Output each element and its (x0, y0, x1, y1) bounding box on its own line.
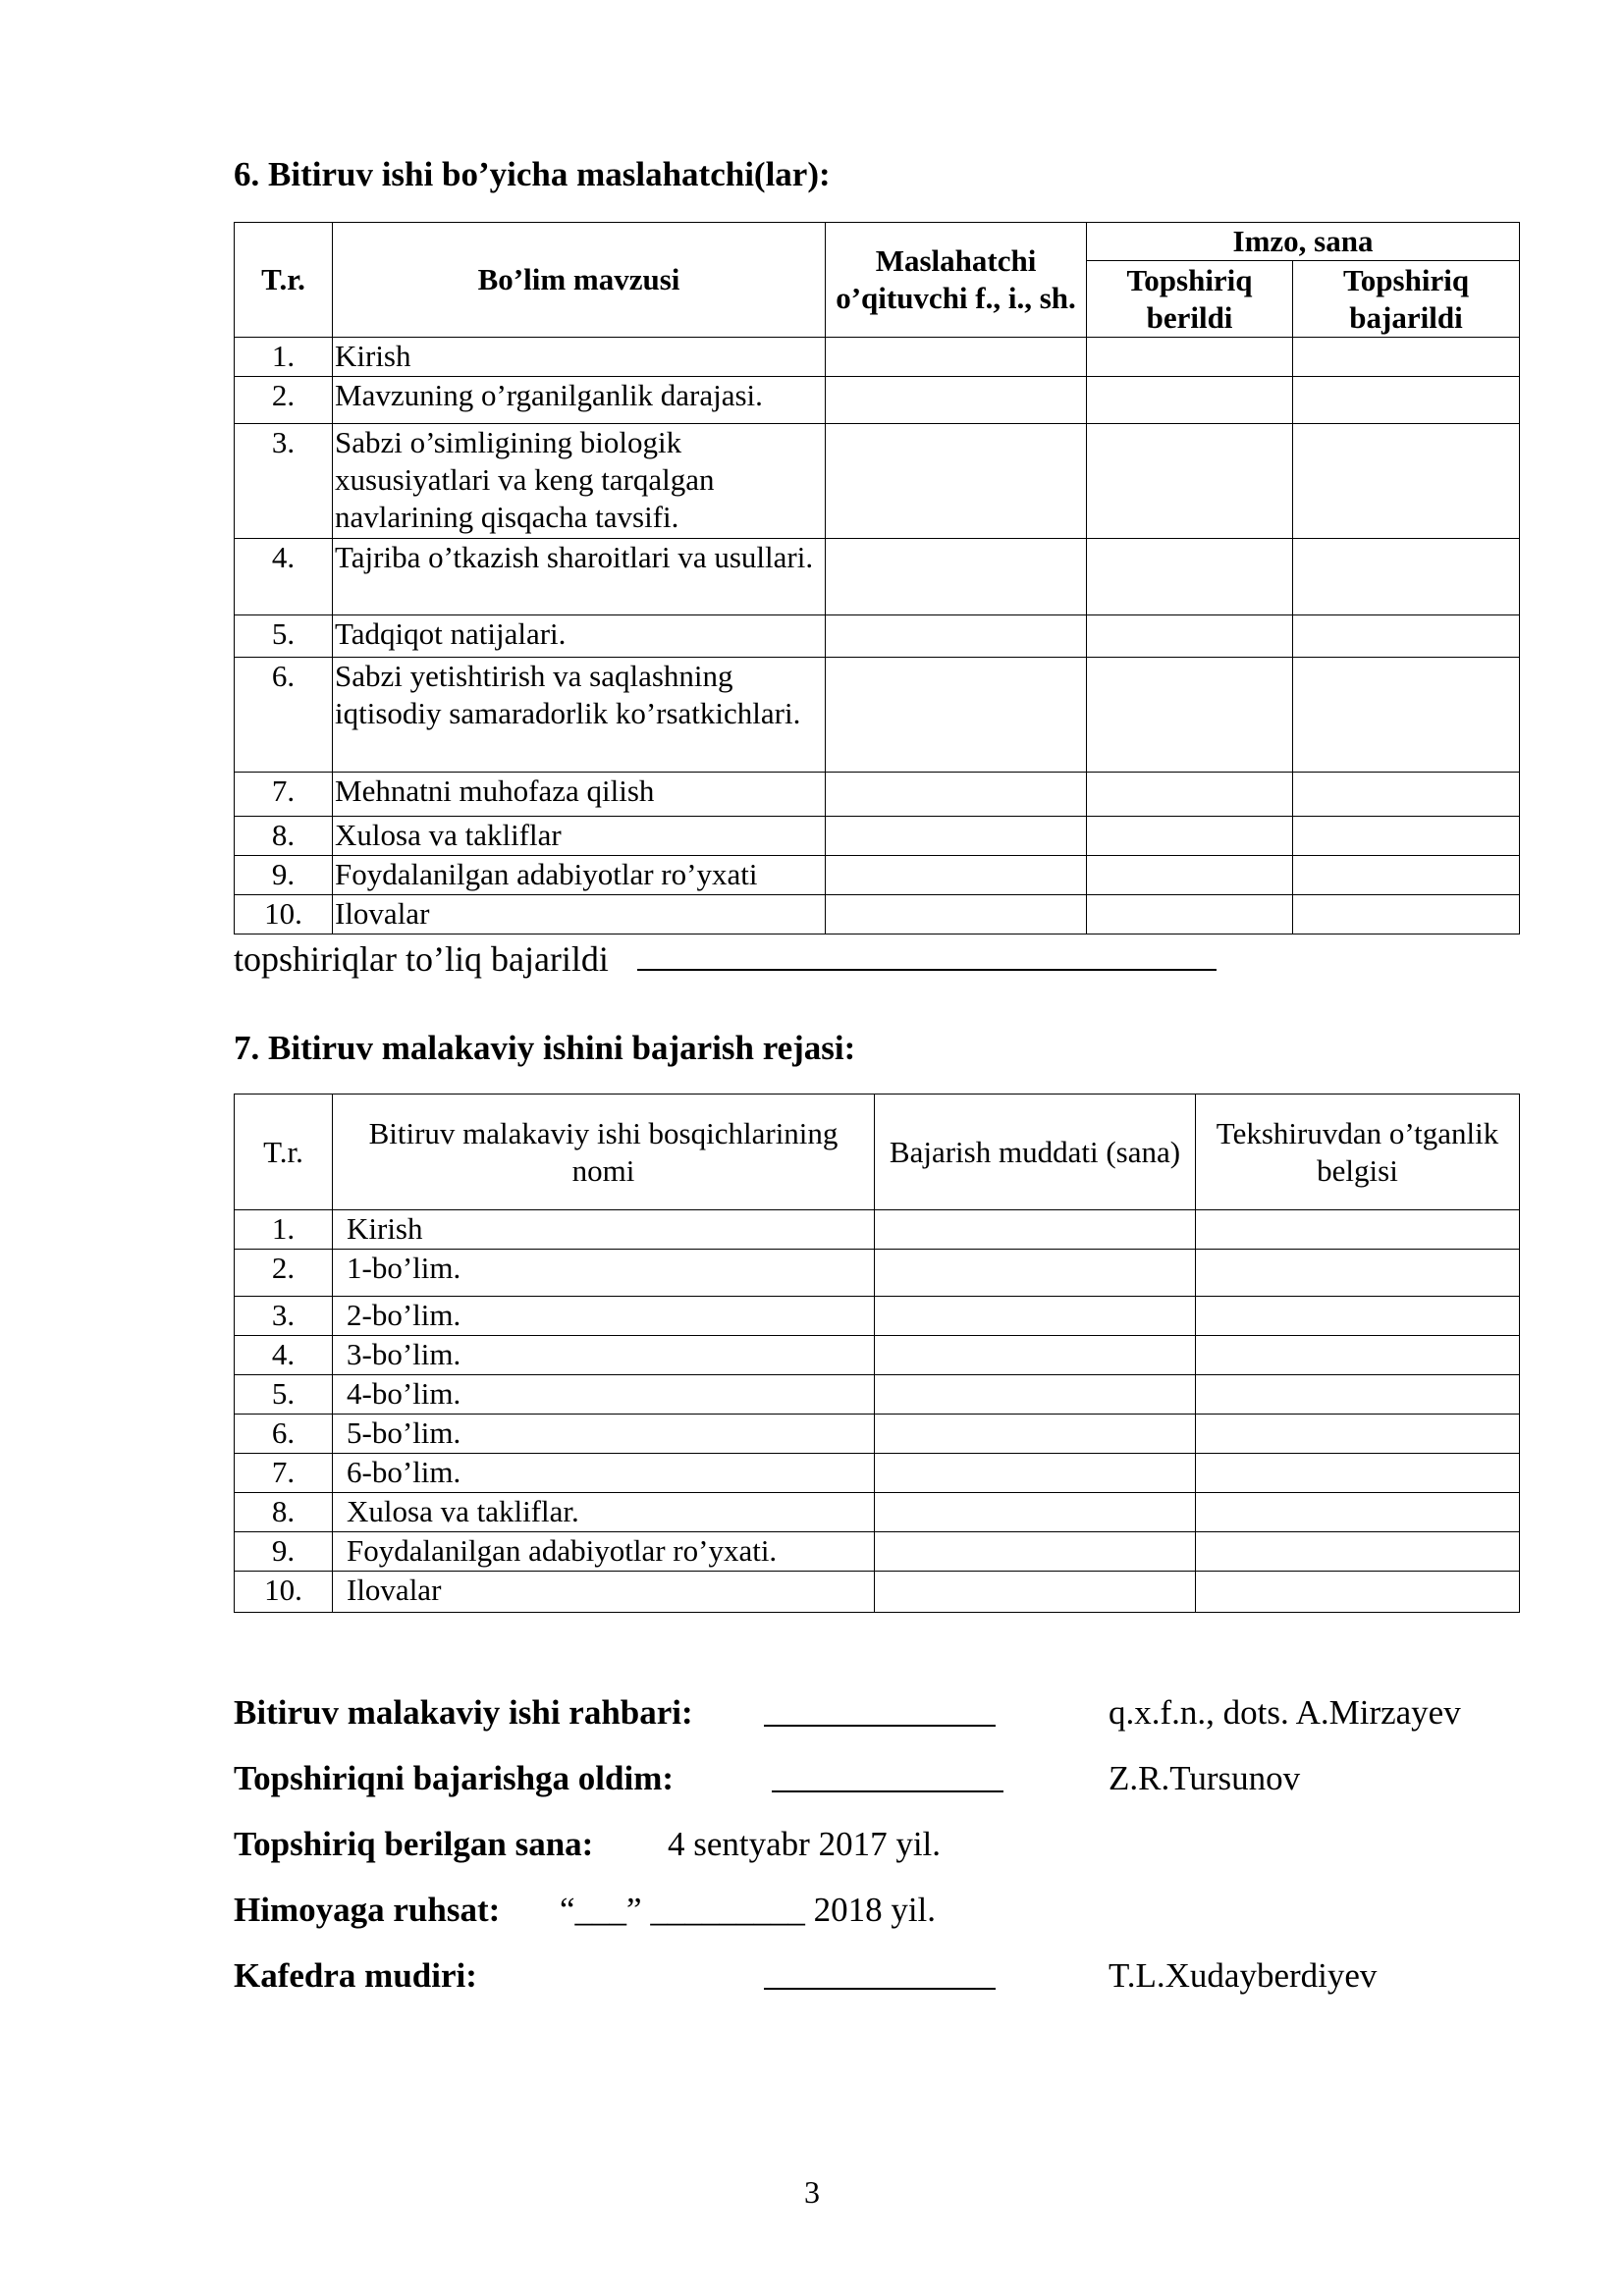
deadline-cell[interactable] (875, 1336, 1196, 1375)
deadline-cell[interactable] (875, 1572, 1196, 1613)
header-signature-date: Imzo, sana (1087, 223, 1520, 261)
header-deadline: Bajarish muddati (sana) (875, 1095, 1196, 1210)
row-number: 1. (235, 1210, 333, 1250)
row-number: 6. (235, 1415, 333, 1454)
done-signature-cell[interactable] (1293, 773, 1520, 817)
table-row (235, 1336, 1520, 1375)
header-consultant: Maslahatchi o’qituvchi f., i., sh. (826, 223, 1087, 338)
row-number: 7. (235, 1454, 333, 1493)
supervisor-signature-line[interactable] (764, 1725, 996, 1727)
supervisor-signature-row (234, 1693, 1510, 1736)
deadline-cell[interactable] (875, 1454, 1196, 1493)
given-signature-cell[interactable] (1087, 773, 1293, 817)
row-stage: Kirish (333, 1210, 875, 1250)
check-cell[interactable] (1196, 1454, 1520, 1493)
issue-date-label: Topshiriq berilgan sana: (234, 1825, 594, 1863)
given-signature-cell[interactable] (1087, 658, 1293, 773)
given-signature-cell[interactable] (1087, 338, 1293, 377)
accepted-signature-line[interactable] (772, 1790, 1003, 1792)
header-tr: T.r. (235, 1095, 333, 1210)
deadline-cell[interactable] (875, 1532, 1196, 1572)
row-number: 8. (235, 1493, 333, 1532)
deadline-cell[interactable] (875, 1493, 1196, 1532)
table-row (235, 895, 1520, 934)
table-row (235, 377, 1520, 424)
check-cell[interactable] (1196, 1297, 1520, 1336)
row-number: 5. (235, 1375, 333, 1415)
done-signature-cell[interactable] (1293, 856, 1520, 895)
done-signature-cell[interactable] (1293, 658, 1520, 773)
consultant-cell[interactable] (826, 817, 1087, 856)
table-row (235, 424, 1520, 539)
table-row (235, 338, 1520, 377)
header-topic: Bo’lim mavzusi (333, 223, 826, 338)
accepted-name: Z.R.Tursunov (1109, 1759, 1301, 1797)
deadline-cell[interactable] (875, 1375, 1196, 1415)
supervisor-name: q.x.f.n., dots. A.Mirzayev (1109, 1693, 1461, 1732)
table-row (235, 1210, 1520, 1250)
check-cell[interactable] (1196, 1532, 1520, 1572)
given-signature-cell[interactable] (1087, 424, 1293, 539)
given-signature-cell[interactable] (1087, 377, 1293, 424)
given-signature-cell[interactable] (1087, 615, 1293, 658)
row-topic: Sabzi yetishtirish va saqlashning iqtisodiy samaradorlik ko’rsatkichlari. (333, 658, 826, 773)
done-signature-cell[interactable] (1293, 895, 1520, 934)
table-row (235, 1250, 1520, 1297)
table-row (235, 615, 1520, 658)
check-cell[interactable] (1196, 1336, 1520, 1375)
completion-signature-line[interactable] (637, 939, 1217, 971)
consultant-cell[interactable] (826, 856, 1087, 895)
row-number: 4. (235, 1336, 333, 1375)
consultants-table (234, 222, 1520, 934)
row-topic: Foydalanilgan adabiyotlar ro’yxati (333, 856, 826, 895)
given-signature-cell[interactable] (1087, 895, 1293, 934)
table-row (235, 1493, 1520, 1532)
section-6-heading: 6. Bitiruv ishi bo’yicha maslahatchi(lar): (234, 155, 831, 193)
table-row (235, 1572, 1520, 1613)
row-topic: Mehnatni muhofaza qilish (333, 773, 826, 817)
row-topic: Ilovalar (333, 895, 826, 934)
table-row (235, 539, 1520, 615)
consultant-cell[interactable] (826, 658, 1087, 773)
table-row (235, 1454, 1520, 1493)
row-stage: Ilovalar (333, 1572, 875, 1613)
page-number: 3 (804, 2174, 820, 2210)
plan-table (234, 1094, 1520, 1613)
consultant-cell[interactable] (826, 424, 1087, 539)
table-row (235, 1375, 1520, 1415)
row-number: 10. (235, 895, 333, 934)
defense-value: “___” _________ 2018 yil. (560, 1891, 937, 1929)
deadline-cell[interactable] (875, 1250, 1196, 1297)
row-topic: Tajriba o’tkazish sharoitlari va usullari. (333, 539, 826, 615)
department-head-name: T.L.Xudayberdiyev (1109, 1956, 1378, 1995)
completion-note (234, 938, 1217, 980)
check-cell[interactable] (1196, 1250, 1520, 1297)
done-signature-cell[interactable] (1293, 615, 1520, 658)
check-cell[interactable] (1196, 1493, 1520, 1532)
table-row (235, 773, 1520, 817)
row-number: 8. (235, 817, 333, 856)
row-stage: 2-bo’lim. (333, 1297, 875, 1336)
consultant-cell[interactable] (826, 338, 1087, 377)
row-stage: 4-bo’lim. (333, 1375, 875, 1415)
header-check: Tekshiruvdan o’tganlik belgisi (1196, 1095, 1520, 1210)
check-cell[interactable] (1196, 1572, 1520, 1613)
row-number: 3. (235, 1297, 333, 1336)
accepted-signature-row (234, 1759, 1510, 1802)
row-topic: Sabzi o’simligining biologik xususiyatlari va keng tarqalgan navlarining qisqacha tavsifi. (333, 424, 826, 539)
row-number: 2. (235, 1250, 333, 1297)
completion-note-text: topshiriqlar to’liq bajarildi (234, 939, 609, 979)
issue-date-row (234, 1825, 1510, 1868)
row-number: 2. (235, 377, 333, 424)
defense-label: Himoyaga ruhsat: (234, 1891, 501, 1929)
row-number: 6. (235, 658, 333, 773)
department-head-label: Kafedra mudiri: (234, 1956, 477, 1995)
table-row (235, 1297, 1520, 1336)
check-cell[interactable] (1196, 1375, 1520, 1415)
consultant-cell[interactable] (826, 539, 1087, 615)
table-row (235, 817, 1520, 856)
row-stage: Xulosa va takliflar. (333, 1493, 875, 1532)
row-stage: 3-bo’lim. (333, 1336, 875, 1375)
done-signature-cell[interactable] (1293, 424, 1520, 539)
section-7-heading: 7. Bitiruv malakaviy ishini bajarish rejasi: (234, 1029, 856, 1067)
consultant-cell[interactable] (826, 773, 1087, 817)
defense-permission-row (234, 1891, 1510, 1934)
table-row (235, 658, 1520, 773)
deadline-cell[interactable] (875, 1415, 1196, 1454)
given-signature-cell[interactable] (1087, 856, 1293, 895)
row-topic: Mavzuning o’rganilganlik darajasi. (333, 377, 826, 424)
done-signature-cell[interactable] (1293, 817, 1520, 856)
row-topic: Tadqiqot natijalari. (333, 615, 826, 658)
deadline-cell[interactable] (875, 1210, 1196, 1250)
row-number: 9. (235, 1532, 333, 1572)
given-signature-cell[interactable] (1087, 817, 1293, 856)
row-stage: 1-bo’lim. (333, 1250, 875, 1297)
row-number: 4. (235, 539, 333, 615)
row-stage: 5-bo’lim. (333, 1415, 875, 1454)
row-number: 9. (235, 856, 333, 895)
done-signature-cell[interactable] (1293, 338, 1520, 377)
row-stage: Foydalanilgan adabiyotlar ro’yxati. (333, 1532, 875, 1572)
row-number: 7. (235, 773, 333, 817)
department-head-signature-line[interactable] (764, 1988, 996, 1990)
row-number: 10. (235, 1572, 333, 1613)
row-stage: 6-bo’lim. (333, 1454, 875, 1493)
consultant-cell[interactable] (826, 615, 1087, 658)
row-number: 1. (235, 338, 333, 377)
table-row (235, 1415, 1520, 1454)
done-signature-cell[interactable] (1293, 377, 1520, 424)
header-task-done: Topshiriq bajarildi (1293, 261, 1520, 338)
department-head-row (234, 1956, 1510, 2000)
issue-date-value: 4 sentyabr 2017 yil. (668, 1825, 942, 1863)
header-stage: Bitiruv malakaviy ishi bosqichlarining nomi (333, 1095, 875, 1210)
consultant-cell[interactable] (826, 895, 1087, 934)
row-number: 5. (235, 615, 333, 658)
given-signature-cell[interactable] (1087, 539, 1293, 615)
row-number: 3. (235, 424, 333, 539)
header-tr: T.r. (235, 223, 333, 338)
supervisor-label: Bitiruv malakaviy ishi rahbari: (234, 1693, 693, 1732)
accepted-label: Topshiriqni bajarishga oldim: (234, 1759, 675, 1797)
table-row (235, 1532, 1520, 1572)
done-signature-cell[interactable] (1293, 539, 1520, 615)
check-cell[interactable] (1196, 1210, 1520, 1250)
row-topic: Xulosa va takliflar (333, 817, 826, 856)
header-task-given: Topshiriq berildi (1087, 261, 1293, 338)
consultant-cell[interactable] (826, 377, 1087, 424)
row-topic: Kirish (333, 338, 826, 377)
deadline-cell[interactable] (875, 1297, 1196, 1336)
table-row (235, 856, 1520, 895)
check-cell[interactable] (1196, 1415, 1520, 1454)
